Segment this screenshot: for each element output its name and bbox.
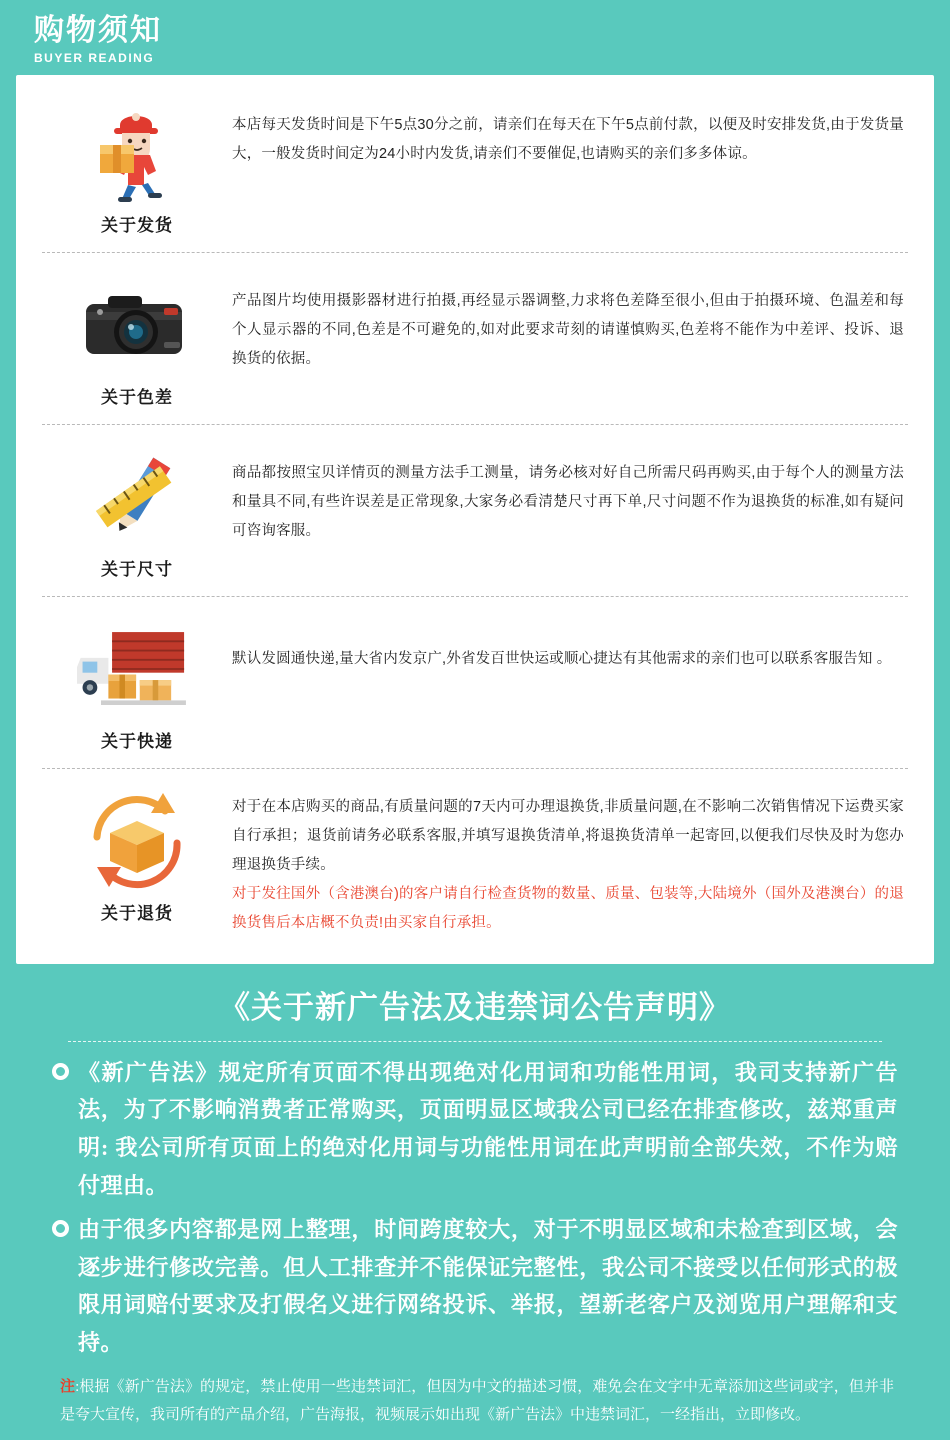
section-text: 产品图片均使用摄影器材进行拍摄,再经显示器调整,力求将色差降至很小,但由于拍摄环境、色温差和每个人显示器的不同,色差是不可避免的,如对此要求苛刻的请谨慎购买,色差将不能作为中差评、投诉、退换货的依据。 (232, 292, 904, 367)
statement-title: 《关于新广告法及违禁词公告声明》 (219, 989, 731, 1025)
notice-row-express (42, 597, 908, 769)
notice-row-size (42, 425, 908, 597)
bullet-dot-icon (52, 1220, 69, 1237)
statement-bullets (26, 1054, 924, 1363)
truck-icon (77, 615, 197, 723)
text-column (232, 787, 908, 938)
bullet-text: 由于很多内容都是网上整理，时间跨度较大，对于不明显区域和未检查到区域，会逐步进行修改完善。但人工排查并不能保证完整性，我公司不接受以任何形式的极限用词赔付要求及打假名义进行网络投诉、举报，望新老客户及浏览用户理解和支持。 (78, 1216, 898, 1356)
ruler-pencil-icon (77, 443, 197, 551)
camera-icon (77, 271, 197, 379)
section-label: 关于尺寸 (101, 559, 173, 579)
section-label: 关于退货 (101, 903, 173, 923)
note-prefix: 注 (60, 1379, 76, 1396)
page-title-en: BUYER READING (34, 50, 155, 65)
section-text: 默认发圆通快递,量大省内发京广,外省发百世快运或顺心捷达有其他需求的亲们也可以联系客服告知 。 (232, 650, 892, 667)
statement-note (26, 1368, 924, 1430)
text-column (232, 443, 908, 546)
notice-row-shipping (42, 81, 908, 253)
notice-row-color (42, 253, 908, 425)
bullet-text: 《新广告法》规定所有页面不得出现绝对化用词和功能性用词，我司支持新广告法，为了不影响消费者正常购买，页面明显区域我公司已经在排查修改，兹郑重声明: 我公司所有页面上的绝对化用词与功能性用词在此声明前全部失效，不作为赔付理由。 (78, 1059, 898, 1198)
divider (68, 1041, 882, 1042)
section-label: 关于发货 (101, 215, 173, 235)
section-warning-text: 对于发往国外（含港澳台)的客户请自行检查货物的数量、质量、包装等,大陆境外（国外及港澳台）的退换货售后本店概不负责!由买家自行承担。 (232, 885, 904, 931)
section-text: 商品都按照宝贝详情页的测量方法手工测量，请务必核对好自己所需尺码再购买,由于每个人的测量方法和量具不同,有些许误差是正常现象,大家务必看清楚尺寸再下单,尺寸问题不作为退换货的标准,如有疑问可咨询客服。 (232, 464, 904, 539)
note-body: :根据《新广告法》的规定，禁止使用一些违禁词汇，但因为中文的描述习惯，难免会在文字中无章添加这些词或字，但并非是夸大宣传，我司所有的产品介绍，广告海报，视频展示如出现《新广告法》中违禁词汇，一经指出，立即修改。 (60, 1379, 894, 1423)
text-column (232, 99, 908, 169)
list-item (52, 1211, 898, 1362)
notice-row-return (42, 769, 908, 954)
icon-column (42, 271, 232, 408)
bullet-dot-icon (52, 1063, 69, 1080)
text-column (232, 271, 908, 374)
icon-column (42, 99, 232, 236)
icon-column (42, 443, 232, 580)
return-box-icon (77, 787, 197, 895)
section-label: 关于色差 (101, 387, 173, 407)
section-label: 关于快递 (101, 731, 173, 751)
list-item (52, 1054, 898, 1205)
page-title-cn: 购物须知 (34, 14, 162, 47)
delivery-man-icon (77, 99, 197, 207)
icon-column (42, 615, 232, 752)
icon-column (42, 787, 232, 924)
text-column (232, 615, 908, 674)
page-header (16, 0, 934, 75)
section-text: 本店每天发货时间是下午5点30分之前，请亲们在每天在下午5点前付款，以便及时安排发货,由于发货量大，一般发货时间定为24小时内发货,请亲们不要催促,也请购买的亲们多多体谅。 (232, 116, 904, 162)
notice-card (16, 75, 934, 964)
advertising-law-statement (16, 964, 934, 1440)
section-text: 对于在本店购买的商品,有质量问题的7天内可办理退换货,非质量问题,在不影响二次销售情况下运费买家自行承担；退货前请务必联系客服,并填写退换货清单,将退换货清单一起寄回,以便我们尽快及时为您办理退换货手续。 (232, 798, 904, 873)
